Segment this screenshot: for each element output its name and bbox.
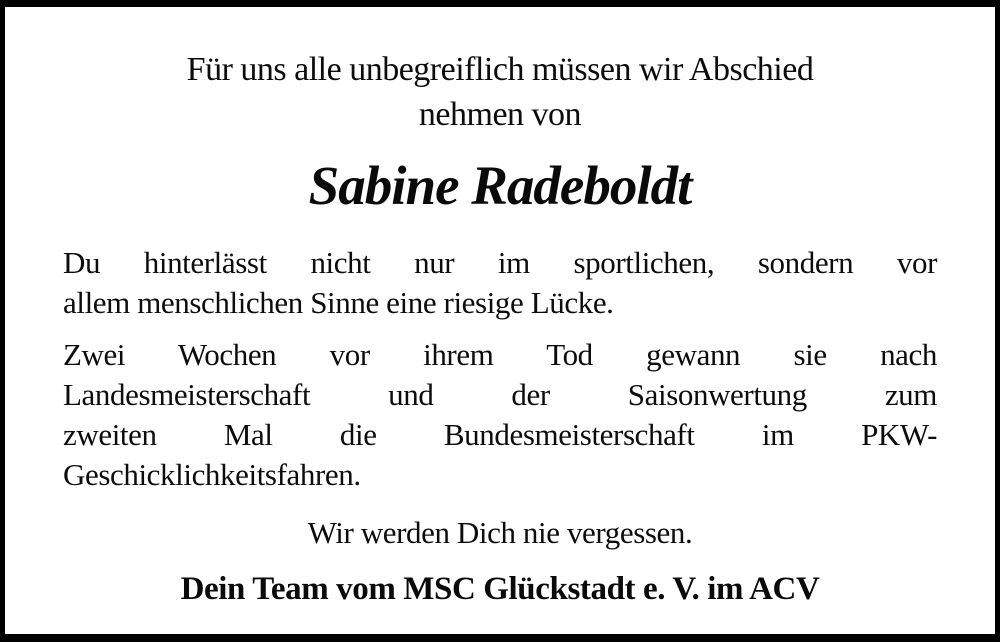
paragraph-1-line-1: Du hinterlässt nicht nur im sportlichen, sondern vor xyxy=(63,245,937,280)
signature-line: Dein Team vom MSC Glückstadt e. V. im ACV xyxy=(180,571,820,607)
intro-text xyxy=(63,47,937,137)
paragraph-2-line-1: Zwei Wochen vor ihrem Tod gewann sie nach xyxy=(63,337,937,372)
paragraph-1 xyxy=(63,243,937,323)
paragraph-2 xyxy=(63,335,937,495)
paragraph-1-line-2: allem menschlichen Sinne eine riesige Lücke. xyxy=(63,285,614,320)
farewell-line: Wir werden Dich nie vergessen. xyxy=(307,515,693,550)
paragraph-2-line-3: zweiten Mal die Bundesmeisterschaft im PKW- xyxy=(63,417,937,452)
intro-line-1: Für uns alle unbegreiflich müssen wir Abschied xyxy=(186,51,814,88)
deceased-name: Sabine Radeboldt xyxy=(308,155,692,216)
intro-line-2: nehmen von xyxy=(418,96,582,133)
paragraph-2-line-4: Geschicklichkeitsfahren. xyxy=(63,457,361,492)
paragraph-2-line-2: Landesmeisterschaft und der Saisonwertung zum xyxy=(63,377,937,412)
